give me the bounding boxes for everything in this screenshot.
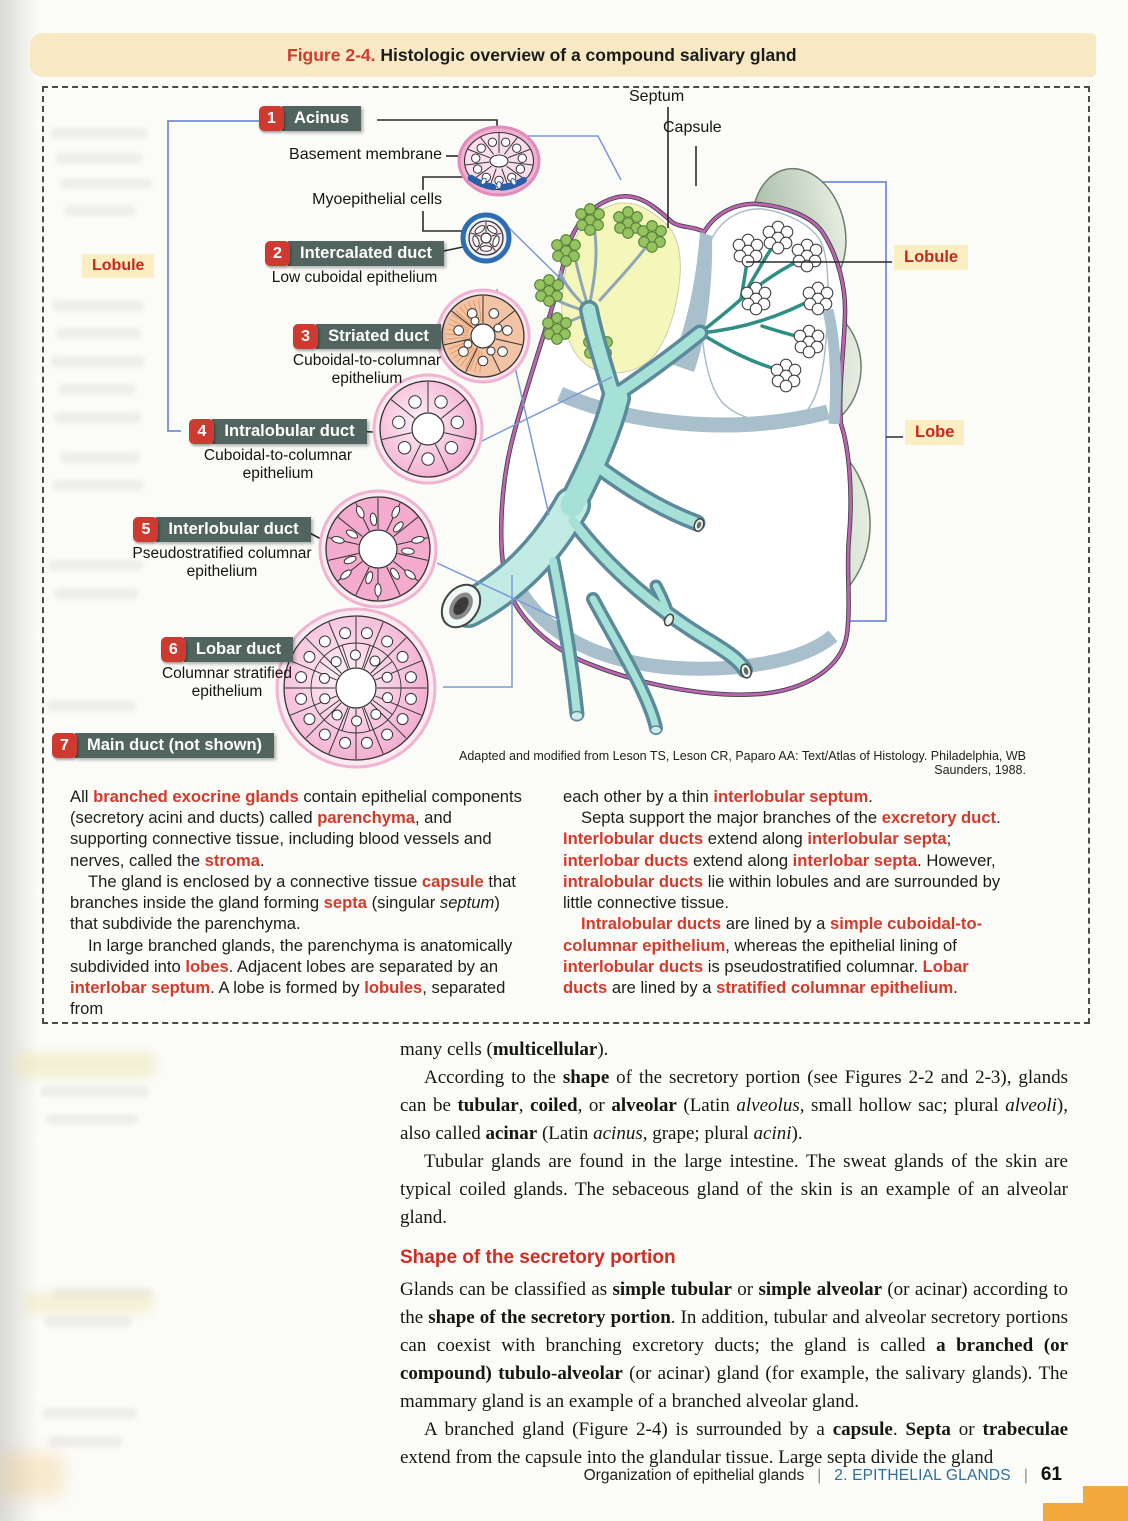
- paragraph: Septa support the major branches of the excretory duct. Interlobular ducts extend along interlobular septa; interlobar ducts extend along interlobar septa. However, intralobular ducts lie within lobules and are surrounded by little connective tissue.: [563, 808, 1001, 913]
- paragraph: each other by a thin interlobular septum.: [563, 787, 873, 806]
- bleed-through: [42, 1408, 137, 1419]
- duct-sublabel: Cuboidal-to-columnar epithelium: [292, 352, 442, 387]
- number-badge: 2: [265, 241, 290, 266]
- page-number: 61: [1040, 1464, 1062, 1485]
- figure-banner: [30, 33, 1096, 77]
- duct-label: Acinus: [282, 106, 361, 131]
- lobule-right-label: Lobule: [894, 245, 968, 270]
- myoepithelial-cells-label: Myoepithelial cells: [312, 191, 442, 208]
- duct-sublabel: Cuboidal-to-columnar epithelium: [203, 447, 353, 482]
- capsule-label: Capsule: [663, 119, 722, 136]
- page-footer: [400, 1464, 1062, 1486]
- footer-separator: |: [1023, 1467, 1028, 1484]
- basement-membrane-label: Basement membrane: [289, 146, 442, 163]
- interlobular-duct-cross-section: [320, 491, 436, 607]
- footer-section: 2. EPITHELIAL GLANDS: [834, 1467, 1011, 1484]
- body-text: [400, 1036, 1068, 1472]
- lobule-left-label: Lobule: [82, 254, 154, 278]
- paragraph: Intralobular ducts are lined by a simple cuboidal-to-columnar epithelium, whereas the epithelial lining of interlobular ducts is pseudostratified columnar. Lobar ducts are lined by a stratified columnar epithelium.: [563, 914, 983, 998]
- figure-text-left-column: [70, 786, 523, 1020]
- paragraph: The gland is enclosed by a connective tissue capsule that branches inside the gland forming septa (singular septum) that subdivide the parenchyma.: [70, 871, 517, 934]
- bleed-through: [44, 1316, 132, 1327]
- intercalated-duct-cross-section: [463, 215, 509, 261]
- duct-label: Striated duct: [316, 324, 441, 349]
- bleed-through: [24, 1292, 154, 1314]
- duct-sublabel: Pseudostratified columnar epithelium: [132, 545, 312, 580]
- figure-title: Histologic overview of a compound salivary gland: [375, 45, 797, 65]
- duct-sublabel: Low cuboidal epithelium: [271, 269, 438, 286]
- bleed-through: [0, 1452, 64, 1498]
- bleed-through: [40, 1086, 150, 1097]
- paragraph: In large branched glands, the parenchyma is anatomically subdivided into lobes. Adjacent lobes are separated by an interlobar septum. A lobe is formed by lobules, separated from: [70, 935, 513, 1019]
- label-interlobular-duct: [122, 517, 322, 580]
- duct-label: Lobar duct: [184, 637, 293, 662]
- duct-label: Intralobular duct: [212, 419, 366, 444]
- figure-text: [70, 786, 1016, 1020]
- bleed-through: [48, 1436, 123, 1447]
- duct-sublabel: Columnar stratified epithelium: [161, 665, 293, 700]
- number-badge: 4: [189, 419, 214, 444]
- duct-label: Interlobular duct: [156, 517, 310, 542]
- footer-separator: |: [817, 1467, 822, 1484]
- number-badge: 3: [293, 324, 318, 349]
- paragraph: All branched exocrine glands contain epithelial components (secretory acini and ducts) called parenchyma, and supporting connective tissue, including blood vessels and nerves, called the stroma.: [70, 787, 522, 870]
- acinus-cross-section: [459, 127, 539, 195]
- number-badge: 7: [52, 733, 77, 758]
- figure-number: Figure 2-4.: [287, 45, 376, 65]
- paragraph: A branched gland (Figure 2-4) is surrounded by a capsule. Septa or trabeculae extend from the capsule into the glandular tissue. Large septa divide the gland: [400, 1419, 1069, 1468]
- section-heading: Shape of the secretory portion: [400, 1247, 676, 1268]
- lobule-bracket: [168, 121, 261, 431]
- footer-running-title: Organization of epithelial glands: [583, 1467, 805, 1484]
- paragraph: According to the shape of the secretory portion (see Figures 2-2 and 2-3), glands can be tubular, coiled, or alveolar (Latin alveolus, small hollow sac; plural alveoli), also called acinar (Latin acinus, grape; plural acini).: [400, 1067, 1068, 1144]
- bleed-through: [46, 1114, 138, 1125]
- figure-credit: Adapted and modified from Leson TS, Leson CR, Paparo AA: Text/Atlas of Histology. Philadelphia, WB Saunders, 1988.: [459, 749, 1026, 777]
- label-intralobular-duct: [178, 419, 378, 482]
- number-badge: 6: [161, 637, 186, 662]
- intralobular-duct-cross-section: [374, 375, 482, 483]
- chapter-tab: [1043, 1503, 1128, 1521]
- paragraph: many cells (multicellular).: [400, 1039, 609, 1060]
- lobe-label: Lobe: [905, 420, 964, 445]
- duct-label: Main duct (not shown): [75, 733, 274, 758]
- label-main-duct: [52, 733, 274, 758]
- septum-label: Septum: [629, 88, 685, 105]
- duct-label: Intercalated duct: [288, 241, 444, 266]
- figure-text-right-column: [563, 786, 1016, 1020]
- label-acinus: [259, 106, 361, 131]
- number-badge: 5: [133, 517, 158, 542]
- paragraph: Glands can be classified as simple tubular or simple alveolar (or acinar) according to the shape of the secretory portion. In addition, tubular and alveolar secretory portions can coexist with branching excretory ducts; the gland is called a branched (or compound) tubulo-alveolar (or acinar) gland (for example, the salivary glands). The mammary gland is an example of a branched alveolar gland.: [400, 1279, 1068, 1412]
- bleed-through: [16, 1052, 156, 1078]
- label-lobar-duct: [127, 637, 327, 700]
- label-intercalated-duct: [265, 241, 444, 287]
- label-striated-duct: [267, 324, 467, 387]
- paragraph: Tubular glands are found in the large intestine. The sweat glands of the skin are typical coiled glands. The sebaceous gland of the skin is an example of an alveolar gland.: [400, 1151, 1068, 1228]
- number-badge: 1: [259, 106, 284, 131]
